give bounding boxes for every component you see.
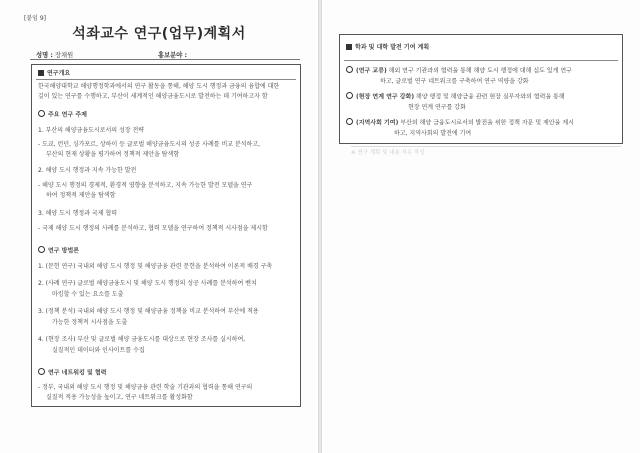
overview-heading: 연구개요 bbox=[38, 69, 70, 78]
method-line: 실질적인 데이터와 인사이트를 수집 bbox=[52, 347, 145, 354]
method-line: 가능한 정책적 시사점을 도출 bbox=[52, 319, 128, 326]
faint-divider bbox=[351, 146, 621, 147]
method-line: 1. (문헌 연구) 국내외 해양 도시 행정 및 해양금융 관련 문헌을 분석하여 이론적 배경 구축 bbox=[38, 263, 273, 270]
contribution-item: (현장 연계 연구 강화) 해양 행정 및 해양금융 관련 현장 실무자와의 협력을 통해 bbox=[346, 92, 565, 102]
contribution-line: 하고, 지역사회의 발전에 기여 bbox=[394, 130, 472, 137]
topic-line: - 해양 도시 행정의 경제적, 환경적 영향을 분석하고, 지속 가능한 발전 모델을 연구 bbox=[38, 182, 253, 189]
right-page bbox=[322, 0, 640, 453]
divider bbox=[344, 60, 618, 61]
circle-bullet-icon bbox=[346, 118, 353, 125]
circle-bullet-icon bbox=[38, 110, 45, 117]
method-line: 마킹할 수 있는 요소를 도출 bbox=[52, 291, 124, 298]
contribution-item: (연구 교류) 해외 연구 기관과의 협력을 통해 해양 도시 행정에 대해 심도 있게 연구 bbox=[346, 66, 572, 76]
attachment-tag: [붙임 9] bbox=[24, 15, 46, 22]
square-bullet-icon bbox=[346, 44, 352, 50]
name-row bbox=[36, 50, 73, 59]
network-line: - 정부, 국내외 해양 도시 행정 및 해양금융 관련 학술 기관과의 협력을 통해 연구의 bbox=[38, 384, 253, 391]
plan-box bbox=[31, 64, 301, 407]
topic-line: 부산의 현재 상황을 평가하여 정책적 제안을 탐색함 bbox=[46, 151, 180, 158]
field-label: 홍보분야 : bbox=[158, 52, 188, 59]
topic-line: - 도쿄, 런던, 싱가포르, 상하이 등 글로벌 해양금융도시의 성공 사례를 비교 분석하고, bbox=[38, 141, 261, 148]
topic-line: - 국제 해양 도시 행정의 사례를 분석하고, 협력 모델을 연구하여 정책적 시사점을 제시함 bbox=[38, 225, 268, 232]
network-heading: 연구 네트워킹 및 협력 bbox=[38, 368, 106, 378]
contribution-line: 하고, 글로벌 연구 네트워크를 구축하여 연구 역량을 강화 bbox=[380, 78, 529, 85]
method-line: 3. (정책 분석) 국내외 해양 도시 행정 및 해양금융 정책을 비교 분석하여 부산에 적용 bbox=[38, 308, 259, 315]
methods-heading: 연구 방법론 bbox=[38, 246, 79, 256]
topic-title: 2. 해양 도시 행정과 지속 가능한 발전 bbox=[38, 167, 137, 174]
topic-line: 하여 정책적 제안을 탐색함 bbox=[46, 192, 116, 199]
field-row bbox=[158, 50, 187, 59]
circle-bullet-icon bbox=[346, 92, 353, 99]
topic-title: 3. 해양 도시 행정과 국제 협력 bbox=[38, 210, 118, 217]
left-page bbox=[0, 0, 318, 453]
overview-line: 한국해양대학교 해양행정학과에서의 연구 활동을 통해, 해양 도시 행정과 금융의 융합에 대한 bbox=[38, 83, 280, 90]
method-line: 2. (사례 연구) 글로벌 해양금융도시 및 해양 도시 행정의 성공 사례를 분석하여 벤치 bbox=[38, 280, 257, 287]
circle-bullet-icon bbox=[38, 246, 45, 253]
name-value: 장채원 bbox=[54, 52, 74, 59]
page-title: 석좌교수 연구(업무)계획서 bbox=[72, 26, 246, 42]
contribution-heading: 학과 및 대학 발전 기여 계획 bbox=[346, 43, 429, 52]
faint-note: ※ 연구 계획 및 내용 자유 작성 bbox=[351, 150, 425, 156]
contribution-item: (지역사회 기여) 부산의 해양 금융도시로서의 발전을 위한 정책 자문 및 제안을 제시 bbox=[346, 118, 574, 128]
method-line: 4. (현장 조사) 부산 및 글로벌 해양 금융도시를 대상으로 현장 조사를 실시하여, bbox=[38, 336, 246, 343]
circle-bullet-icon bbox=[346, 66, 353, 73]
overview-line: 깊이 있는 연구를 수행하고, 부산이 세계적인 해양금융도시로 발전하는 데 기여하고자 함 bbox=[38, 93, 268, 100]
name-label: 성명 : bbox=[36, 52, 53, 59]
square-bullet-icon bbox=[38, 70, 44, 76]
topic-title: 1. 부산의 해양금융도시로서의 성장 전략 bbox=[38, 127, 145, 134]
contribution-box bbox=[339, 34, 623, 144]
contribution-line: 현장 연계 연구를 강화 bbox=[408, 104, 466, 111]
meta-divider bbox=[30, 59, 300, 60]
divider bbox=[36, 79, 296, 80]
topics-heading: 주요 연구 주제 bbox=[38, 110, 87, 120]
circle-bullet-icon bbox=[38, 368, 45, 375]
network-line: 실질적 적용 가능성을 높이고, 연구 네트워크를 활성화함 bbox=[46, 394, 193, 401]
